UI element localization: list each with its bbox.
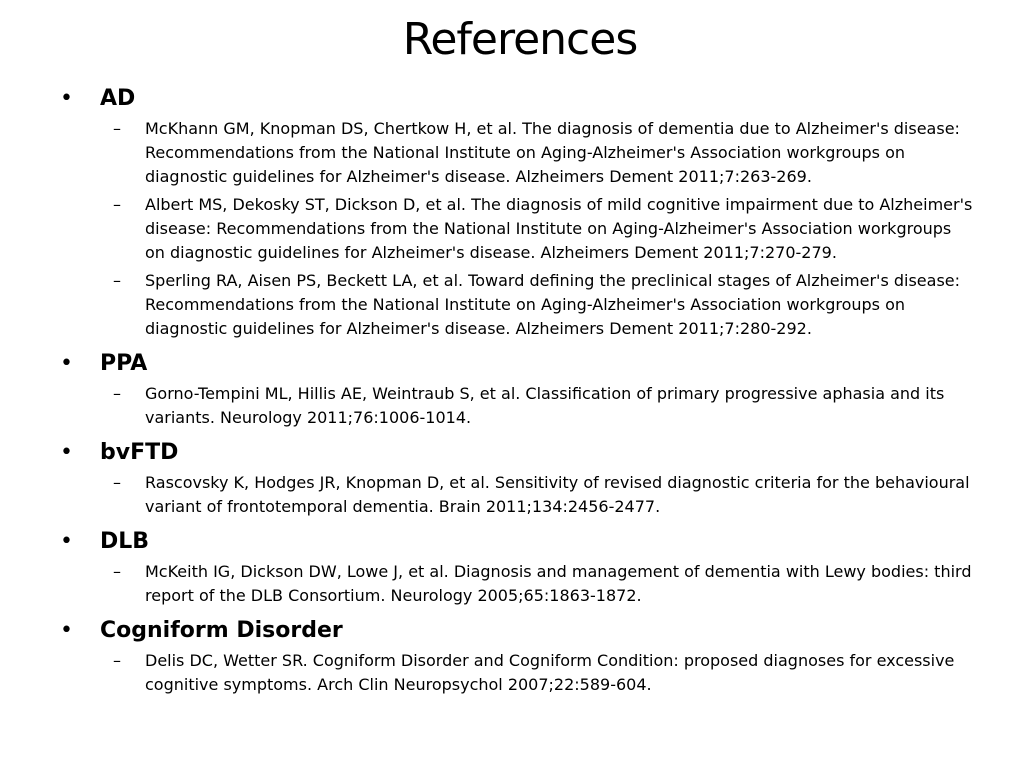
dash-icon: –: [113, 651, 121, 670]
reference-item: [60, 382, 980, 430]
section-heading-label: bvFTD: [100, 440, 179, 465]
slide-title: References: [402, 14, 638, 65]
reference-list: [60, 84, 980, 701]
dash-icon: –: [113, 562, 121, 581]
reference-item: [60, 649, 980, 697]
reference-text: Rascovsky K, Hodges JR, Knopman D, et al. Sensitivity of revised diagnostic criteria for the behavioural variant of frontotemporal dementia. Brain 2011;134:2456-2477.: [145, 473, 970, 516]
bullet-icon: •: [60, 440, 73, 465]
reference-text: Albert MS, Dekosky ST, Dickson D, et al. The diagnosis of mild cognitive impairment due to Alzheimer's disease: Recommendations from the National Institute on Aging-Alzheimer's Association workgroups on diagnostic guidelines for Alzheimer's disease. Alzheimers Dement 2011;7:270-279.: [145, 195, 973, 262]
dash-icon: –: [113, 384, 121, 403]
reference-item: [60, 193, 980, 265]
bullet-icon: •: [60, 529, 73, 554]
section-ppa: [60, 349, 980, 430]
section-heading-label: Cogniform Disorder: [100, 618, 343, 643]
reference-item: [60, 560, 980, 608]
reference-text: McKhann GM, Knopman DS, Chertkow H, et al. The diagnosis of dementia due to Alzheimer's disease: Recommendations from the National Institute on Aging-Alzheimer's Association workgroups on diagnostic guidelines for Alzheimer's disease. Alzheimers Dement 2011;7:263-269.: [145, 119, 960, 186]
section-ad: [60, 84, 980, 341]
dash-icon: –: [113, 119, 121, 138]
section-heading-label: AD: [100, 86, 136, 111]
dash-icon: –: [113, 271, 121, 290]
reference-item: [60, 269, 980, 341]
bullet-icon: •: [60, 86, 73, 111]
section-heading: [60, 349, 980, 379]
reference-item: [60, 117, 980, 189]
bullet-icon: •: [60, 618, 73, 643]
section-heading: [60, 616, 980, 646]
section-heading: [60, 438, 980, 468]
section-heading: [60, 84, 980, 114]
reference-text: Gorno-Tempini ML, Hillis AE, Weintraub S, et al. Classification of primary progressive aphasia and its variants. Neurology 2011;76:1006-1014.: [145, 384, 945, 427]
reference-item: [60, 471, 980, 519]
section-heading: [60, 527, 980, 557]
bullet-icon: •: [60, 351, 73, 376]
reference-text: McKeith IG, Dickson DW, Lowe J, et al. Diagnosis and management of dementia with Lewy bodies: third report of the DLB Consortium. Neurology 2005;65:1863-1872.: [145, 562, 972, 605]
section-bvftd: [60, 438, 980, 519]
section-heading-label: DLB: [100, 529, 150, 554]
reference-text: Delis DC, Wetter SR. Cogniform Disorder and Cogniform Condition: proposed diagnoses for excessive cognitive symptoms. Arch Clin Neuropsychol 2007;22:589-604.: [145, 651, 955, 694]
dash-icon: –: [113, 195, 121, 214]
reference-text: Sperling RA, Aisen PS, Beckett LA, et al. Toward defining the preclinical stages of Alzheimer's disease: Recommendations from the National Institute on Aging-Alzheimer's Association workgroups on diagnostic guidelines for Alzheimer's disease. Alzheimers Dement 2011;7:280-292.: [145, 271, 961, 338]
section-cogniform: [60, 616, 980, 697]
dash-icon: –: [113, 473, 121, 492]
section-heading-label: PPA: [100, 351, 148, 376]
section-dlb: [60, 527, 980, 608]
